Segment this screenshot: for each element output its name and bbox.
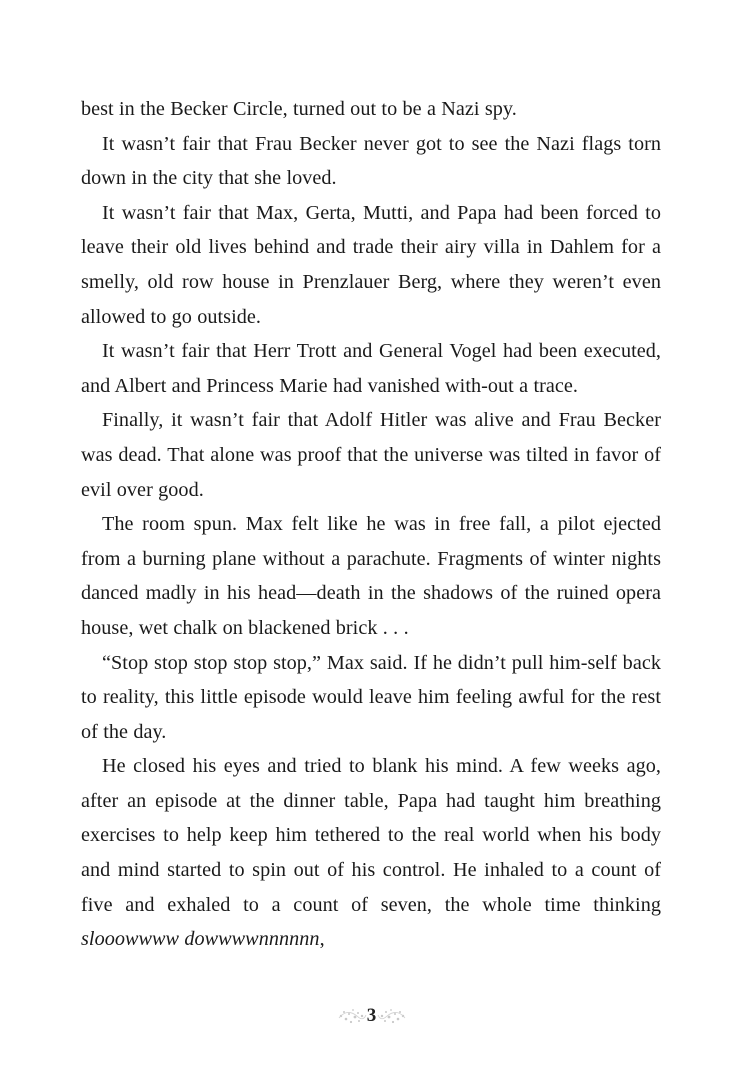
paragraph-1: best in the Becker Circle, turned out to be a Nazi spy.: [81, 98, 517, 120]
paragraph-2: It wasn’t fair that Frau Becker never got to see the Nazi flags torn down in the city that she loved.: [81, 132, 661, 190]
paragraph-6: The room spun. Max felt like he was in free fall, a pilot ejected from a burning plane without a parachute. Fragments of winter nights danced madly in his head—death in the shadows of the ruined opera house, wet chalk on blackened brick . . .: [81, 513, 661, 639]
paragraph-8-tail: ,: [319, 928, 325, 951]
paragraph-5: Finally, it wasn’t fair that Adolf Hitler was alive and Frau Becker was dead. That alone was proof that the universe was tilted in favor of evil over good.: [81, 409, 661, 501]
paragraph-3: It wasn’t fair that Max, Gerta, Mutti, and Papa had been forced to leave their old lives behind and trade their airy villa in Dahlem for a smelly, old row house in Prenzlauer Berg, where they weren’t even allowed to go outside.: [81, 201, 661, 328]
paragraph-8: [81, 749, 661, 957]
paragraph-8-emphasis: slooowwww dowwwwnnnnnn: [81, 928, 320, 951]
paragraph-8-text: He closed his eyes and tried to blank his mind. A few weeks ago, after an episode at the dinner table, Papa had taught him breathing exercises to help keep him tethered to the real world when his body and mind started to spin out of his control. He inhaled to a count of five and exhaled to a count of seven, the whole time thinking: [81, 755, 661, 916]
paragraph-7: “Stop stop stop stop stop,” Max said. If he didn’t pull him-self back to reality, this little episode would leave him feeling awful for the rest of the day.: [81, 651, 661, 743]
page-body: [81, 92, 661, 957]
page-number: 3: [366, 1005, 377, 1026]
folio-container: [335, 1002, 409, 1032]
page-folio: [0, 1002, 743, 1032]
paragraph-4: It wasn’t fair that Herr Trott and General Vogel had been executed, and Albert and Princess Marie had vanished with-out a trace.: [81, 340, 661, 397]
